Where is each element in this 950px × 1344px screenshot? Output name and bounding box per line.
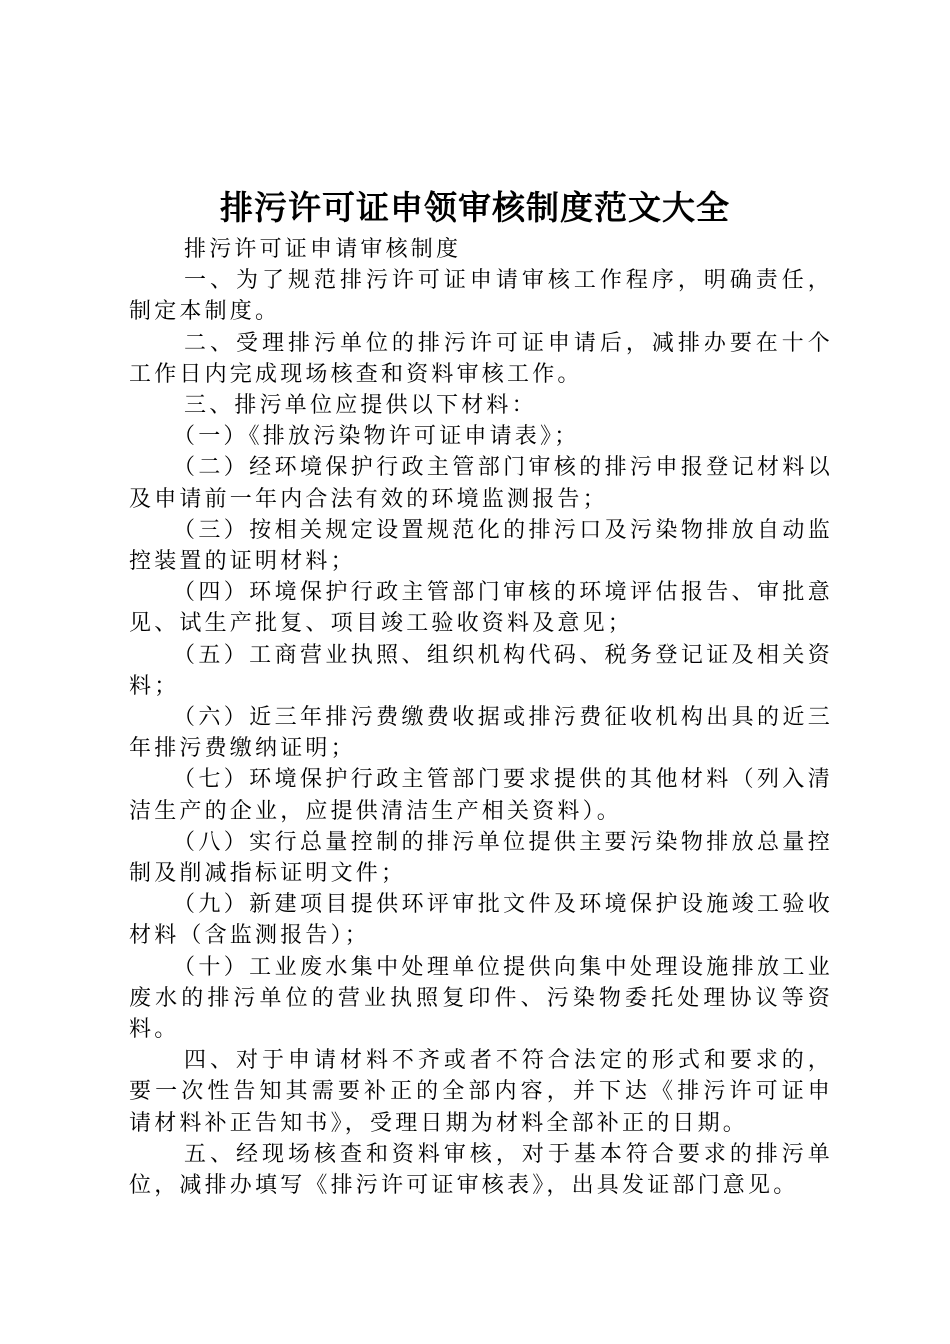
paragraph-item-8: （八）实行总量控制的排污单位提供主要污染物排放总量控制及削减指标证明文件； [129, 829, 833, 887]
paragraph-item-1: （一）《排放污染物许可证申请表》； [173, 424, 580, 450]
paragraph-clause-3: 三、排污单位应提供以下材料： [184, 393, 537, 419]
paragraph-item-9: （九）新建项目提供环评审批文件及环境保护设施竣工验收材料（含监测报告）； [129, 892, 833, 949]
paragraph-clause-4: 四、对于申请材料不齐或者不符合法定的形式和要求的，要一次性告知其需要补正的全部内容，并下达《排污许可证申请材料补正告知书》，受理日期为材料全部补正的日期。 [129, 1048, 833, 1136]
paragraph-clause-1: 一、为了规范排污许可证申请审核工作程序，明确责任，制定本制度。 [129, 268, 833, 325]
document-title: 排污许可证申领审核制度范文大全 [220, 188, 730, 227]
document-body [129, 234, 833, 1201]
paragraph-item-7: （七）环境保护行政主管部门要求提供的其他材料（列入清洁生产的企业，应提供清洁生产相关资料）。 [129, 767, 833, 824]
paragraph-clause-2: 二、受理排污单位的排污许可证申请后，减排办要在十个工作日内完成现场核查和资料审核工作。 [129, 330, 833, 387]
paragraph-item-3: （三）按相关规定设置规范化的排污口及污染物排放自动监控装置的证明材料； [129, 517, 833, 575]
paragraph-clause-5: 五、经现场核查和资料审核，对于基本符合要求的排污单位，减排办填写《排污许可证审核表》，出具发证部门意见。 [129, 1141, 833, 1199]
paragraph-item-5: （五）工商营业执照、组织机构代码、税务登记证及相关资料； [129, 642, 833, 699]
paragraph-item-2: （二）经环境保护行政主管部门审核的排污申报登记材料以及申请前一年内合法有效的环境监测报告； [129, 455, 833, 512]
paragraph-subtitle: 排污许可证申请审核制度 [184, 237, 462, 262]
paragraph-item-6: （六）近三年排污费缴费收据或排污费征收机构出具的近三年排污费缴纳证明； [129, 705, 833, 762]
paragraph-item-10: （十）工业废水集中处理单位提供向集中处理设施排放工业废水的排污单位的营业执照复印件、污染物委托处理协议等资料。 [129, 954, 833, 1043]
paragraph-item-4: （四）环境保护行政主管部门审核的环境评估报告、审批意见、试生产批复、项目竣工验收资料及意见； [129, 580, 833, 637]
